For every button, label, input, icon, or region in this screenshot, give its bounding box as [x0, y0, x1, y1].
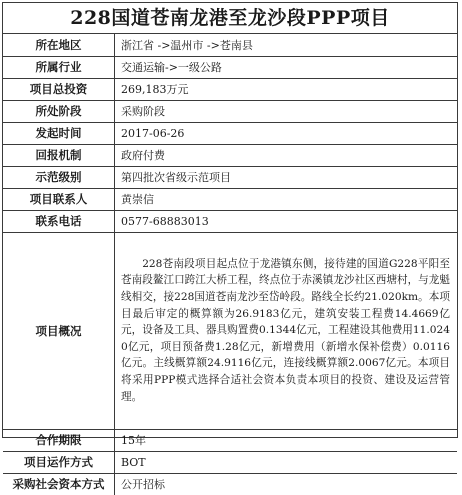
procurement-value: 公开招标 [115, 473, 458, 495]
table-row-launch-date [3, 122, 457, 144]
project-info-sheet [2, 2, 458, 492]
total-investment-value: 269,183万元 [115, 78, 458, 100]
industry-label: 所属行业 [3, 56, 115, 78]
contact-person-value: 黄崇信 [115, 188, 458, 210]
return-mechanism-label: 回报机制 [3, 144, 115, 166]
contact-person-label: 项目联系人 [3, 188, 115, 210]
term-label: 合作期限 [3, 429, 115, 451]
phone-value: 0577-68883013 [115, 210, 458, 232]
table-row-total-investment [3, 78, 457, 100]
table-row-demo-level [3, 166, 457, 188]
operation-mode-label: 项目运作方式 [3, 451, 115, 473]
overview-text: 228苍南段项目起点位于龙港镇东侧，接待建的国道G228平阳至苍南段鳌江口跨江大桥工程，终点位于赤溪镇龙沙社区西塘村，与龙魁线相交，接228国道苍南龙沙至岱岭段。路线全长约21.020km。本项目最后审定的概算额为26.9183亿元，建筑安装工程费14.4669亿元，设备及工具、器具购置费0.1344亿元，工程建设其他费用11.0240亿元，项目预备费1.28亿元，新增费用（新增水保补偿费）0.0116亿元。主线概算额24.9116亿元，连接线概算额2.0067亿元。本项目将采用PPP模式选择合适社会资本负责本项目的投资、建设及运营管理。 [115, 232, 458, 429]
total-investment-label: 项目总投资 [3, 78, 115, 100]
region-value: 浙江省 ->温州市 ->苍南县 [121, 38, 253, 52]
table-row-phone [3, 210, 457, 232]
table-row-procurement [3, 473, 457, 495]
page-title: 228国道苍南龙港至龙沙段PPP项目 [3, 3, 457, 34]
table-row-term [3, 429, 457, 451]
industry-value: 交通运输->一级公路 [115, 56, 458, 78]
return-mechanism-value: 政府付费 [115, 144, 458, 166]
demo-level-value: 第四批次省级示范项目 [115, 166, 458, 188]
stage-label: 所处阶段 [3, 100, 115, 122]
table-row-industry [3, 56, 457, 78]
launch-date-label: 发起时间 [3, 122, 115, 144]
table-row-operation-mode [3, 451, 457, 473]
table-row-stage [3, 100, 457, 122]
region-label: 所在地区 [3, 34, 115, 56]
overview-label: 项目概况 [3, 232, 115, 429]
table-row-return-mechanism [3, 144, 457, 166]
info-table [3, 34, 457, 495]
demo-level-label: 示范级别 [3, 166, 115, 188]
term-value: 15年 [115, 429, 458, 451]
table-row-contact-person [3, 188, 457, 210]
table-row-region [3, 34, 457, 56]
phone-label: 联系电话 [3, 210, 115, 232]
operation-mode-value: BOT [115, 451, 458, 473]
stage-value: 采购阶段 [115, 100, 458, 122]
launch-date-value: 2017-06-26 [115, 122, 458, 144]
procurement-label: 采购社会资本方式 [3, 473, 115, 495]
table-row-overview [3, 232, 457, 429]
